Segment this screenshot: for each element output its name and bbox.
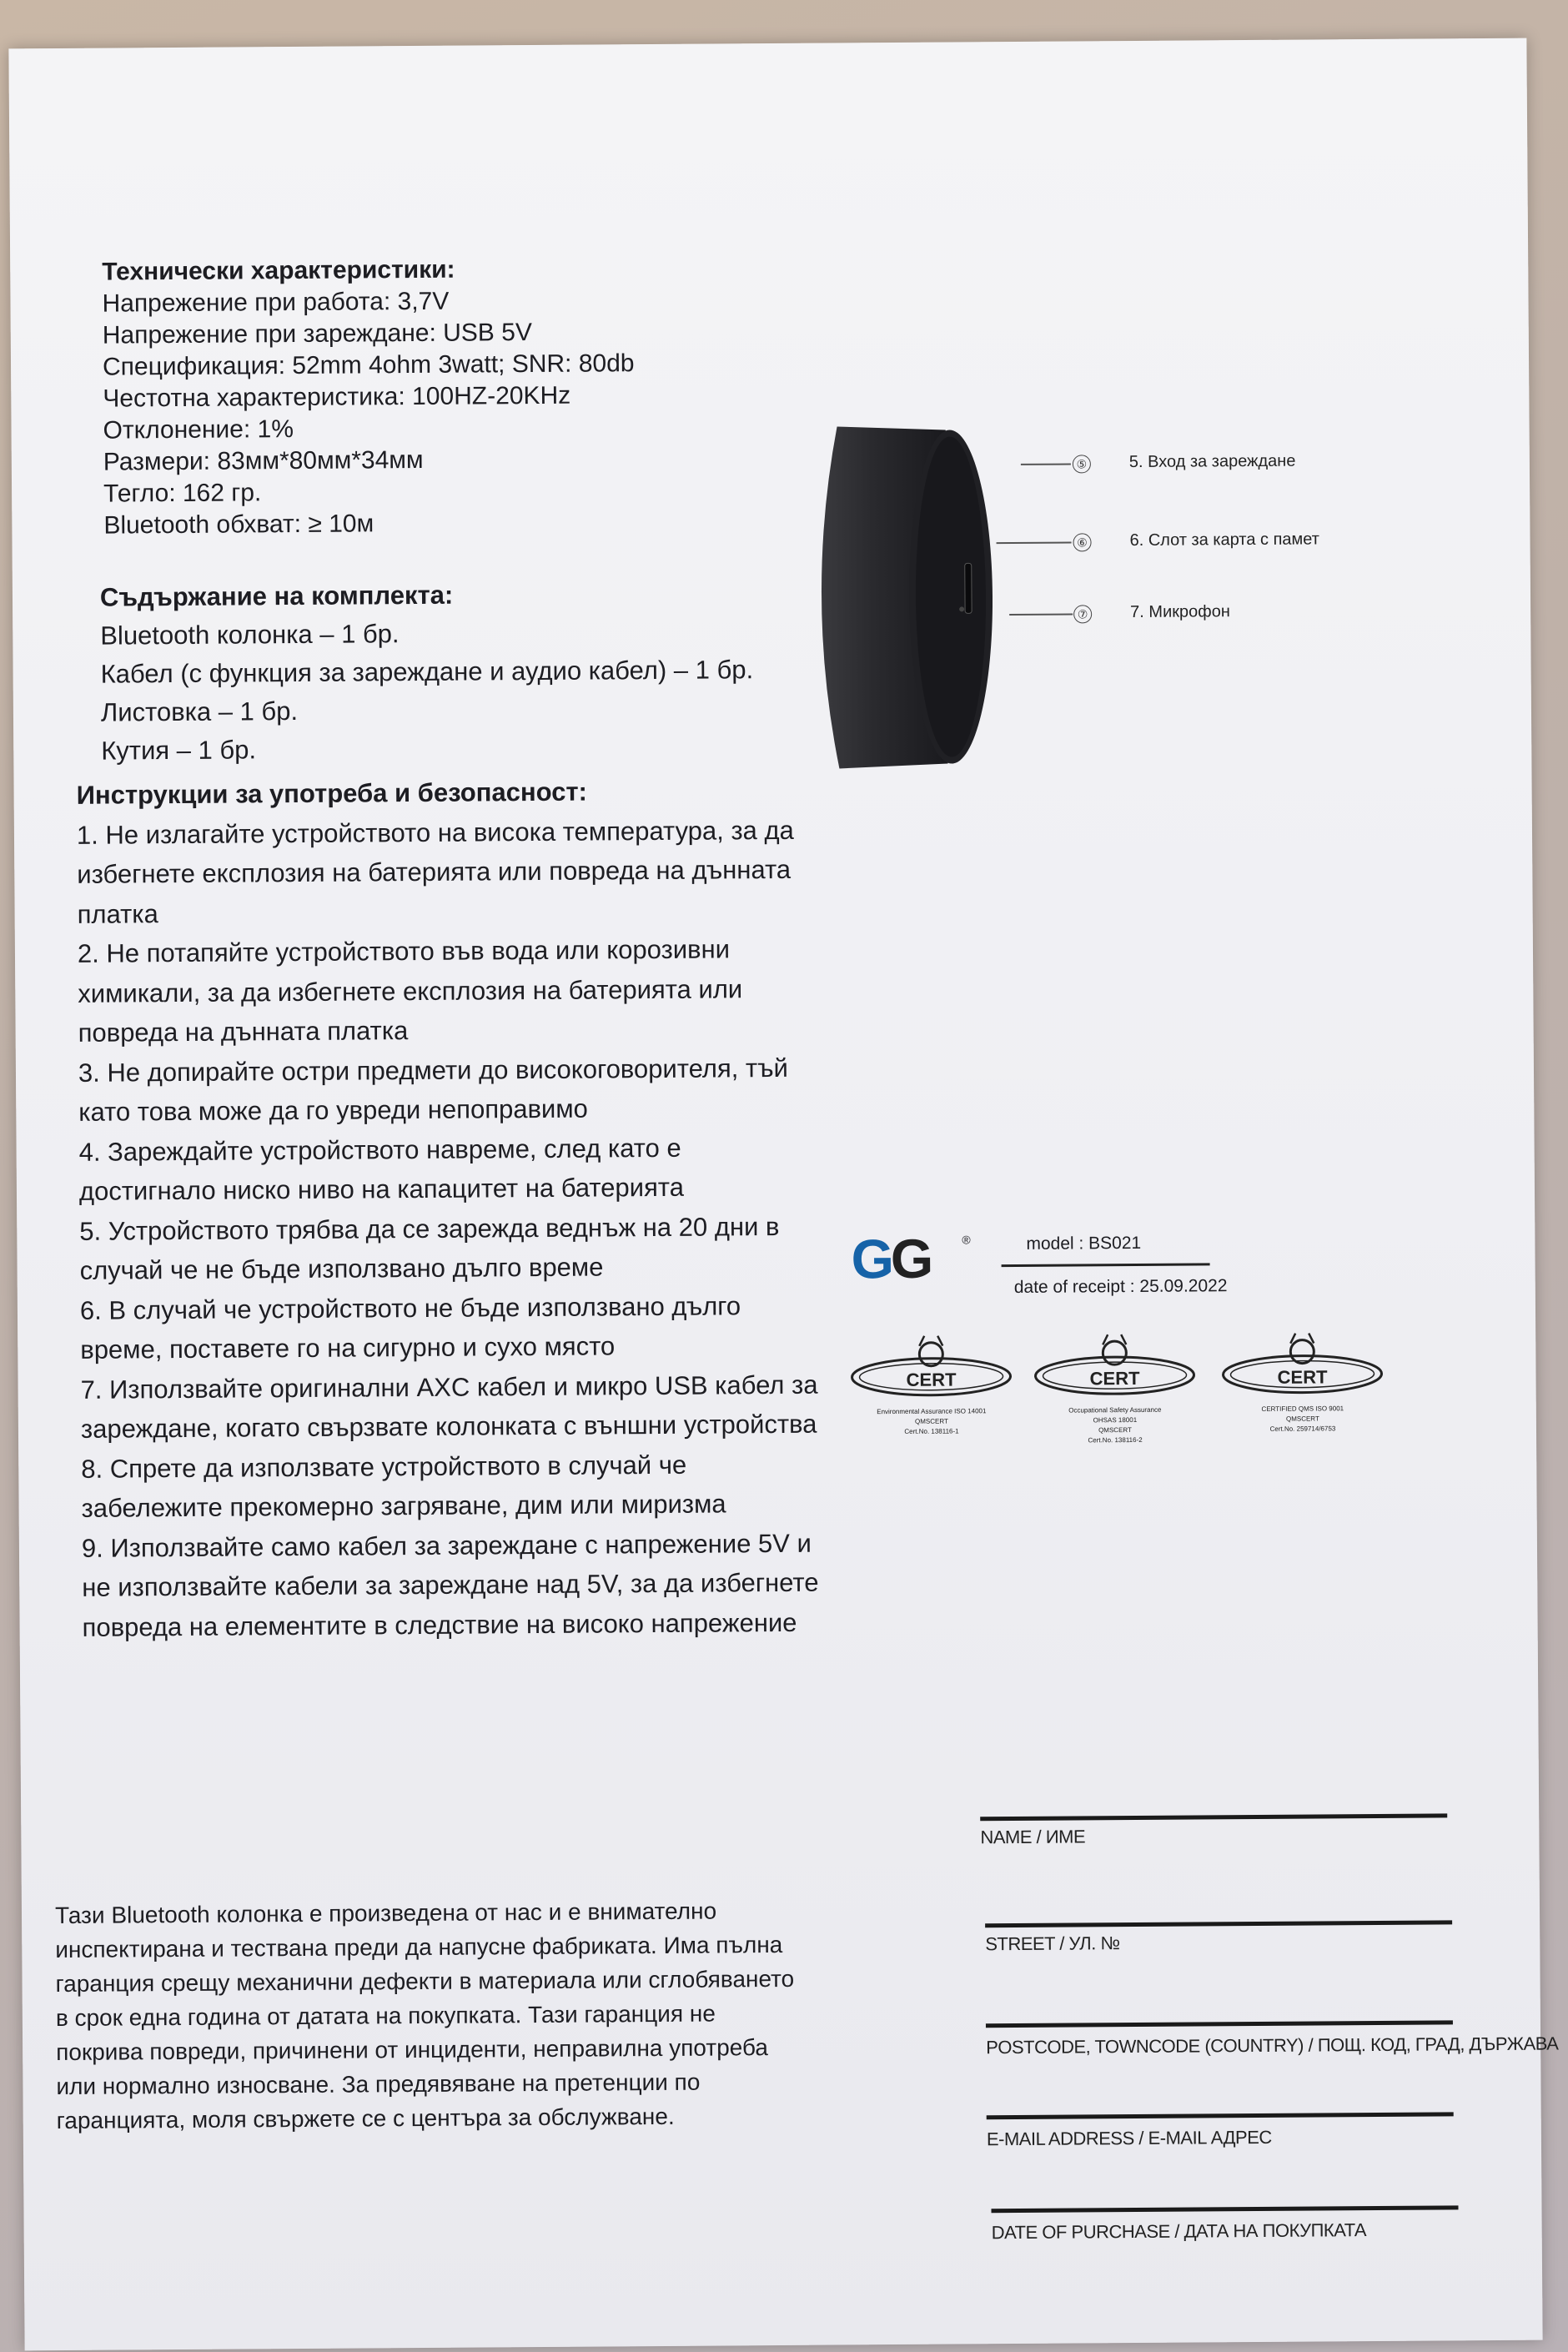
instruction-line: случай че не бъде използвано дълго време xyxy=(79,1252,604,1285)
street-field-line[interactable] xyxy=(985,1920,1452,1927)
purchase-date-field-line[interactable] xyxy=(991,2205,1458,2213)
specs-section xyxy=(102,253,636,541)
instruction-line: 4. Зареждайте устройството навреме, след като е xyxy=(78,1133,681,1167)
callout-number: ⑥ xyxy=(1073,533,1091,551)
name-field-label: NAME / ИМЕ xyxy=(980,1826,1086,1848)
model-label: model : BS021 xyxy=(1026,1233,1142,1254)
instruction-line: 5. Устройството трябва да се зарежда веднъж на 20 дни в xyxy=(79,1211,780,1246)
postcode-field-label: POSTCODE, TOWNCODE (COUNTRY) / ПОЩ. КОД, ГРАД, ДЪРЖАВА xyxy=(986,2033,1559,2058)
callout-number: ⑦ xyxy=(1073,605,1092,623)
email-field-line[interactable] xyxy=(987,2112,1454,2119)
warranty-line: или нормално износване. За предявяване на претенции по xyxy=(56,2068,701,2100)
cert-text: QMSCERT xyxy=(1098,1426,1132,1435)
gg-logo: GG xyxy=(851,1227,931,1290)
instruction-line: 2. Не потапяйте устройството във вода или корозивни xyxy=(77,934,731,968)
spec-line: Bluetooth обхват: ≥ 10м xyxy=(103,510,374,540)
spec-line: Размери: 83мм*80мм*34мм xyxy=(103,445,424,476)
kit-section xyxy=(100,574,754,770)
instruction-line: платка xyxy=(77,898,158,929)
cert-badge-ohsas18001 xyxy=(1031,1329,1199,1455)
cert-text: CERTIFIED QMS ISO 9001 xyxy=(1261,1405,1344,1413)
instruction-line: като това може да го увреди непоправимо xyxy=(78,1093,588,1127)
postcode-field-line[interactable] xyxy=(986,2020,1453,2028)
cert-text: OHSAS 18001 xyxy=(1093,1415,1138,1425)
warranty-line: в срок една година от датата на покупката. Тази гаранция не xyxy=(55,2000,716,2032)
model-underline xyxy=(1002,1263,1210,1267)
callout-label: 7. Микрофон xyxy=(1130,602,1230,622)
svg-text:CERT: CERT xyxy=(906,1369,957,1390)
specs-heading: Технически характеристики: xyxy=(102,255,455,286)
spec-line: Напрежение при зареждане: USB 5V xyxy=(102,319,533,349)
registered-mark: ® xyxy=(962,1233,971,1247)
instruction-line: повреда на елементите в следствие на високо напрежение xyxy=(82,1607,797,1642)
cert-seal-icon xyxy=(1031,1329,1199,1405)
instruction-line: не използвайте кабели за зареждане над 5V, за да избегнете xyxy=(82,1567,819,1602)
warranty-line: покрива повреди, причинени от инциденти, неправилна употреба xyxy=(56,2034,769,2066)
callout-number: ⑤ xyxy=(1073,455,1091,473)
instruction-line: 9. Използвайте само кабел за зареждане с напрежение 5V и xyxy=(81,1528,812,1563)
spec-line: Отклонение: 1% xyxy=(103,415,294,445)
warranty-line: инспектирана и тествана преди да напусне фабриката. Има пълна xyxy=(55,1931,783,1963)
svg-text:CERT: CERT xyxy=(1277,1366,1328,1388)
cert-badge-iso14001 xyxy=(847,1330,1015,1456)
callout-line xyxy=(1009,613,1073,616)
callout-label: 6. Слот за карта с памет xyxy=(1129,530,1319,550)
spec-line: Тегло: 162 гр. xyxy=(103,479,262,508)
instructions-heading: Инструкции за употреба и безопасност: xyxy=(76,776,588,810)
cert-badge-iso9001 xyxy=(1219,1328,1386,1454)
callout-line xyxy=(1021,464,1071,465)
leaflet-sheet xyxy=(8,38,1559,2351)
instruction-line: химикали, за да избегнете експлозия на батерията или xyxy=(78,973,743,1008)
instruction-line: избегнете експлозия на батерията или повреда на дънната xyxy=(77,854,792,889)
cert-seal-icon xyxy=(847,1330,1015,1406)
instruction-line: зареждане, когато свързвате колонката с външни устройства xyxy=(80,1409,817,1444)
instruction-line: достигнало ниско ниво на капацитет на батерията xyxy=(78,1172,685,1206)
spec-line: Спецификация: 52mm 4ohm 3watt; SNR: 80db xyxy=(102,349,635,381)
instruction-line: 6. В случай че устройството не бъде използвано дълго xyxy=(79,1290,741,1325)
cert-seal-icon xyxy=(1219,1328,1386,1404)
instruction-line: забележите прекомерно загряване, дим или миризма xyxy=(81,1489,726,1523)
instruction-line: 8. Спрете да използвате устройството в случай че xyxy=(81,1450,687,1484)
instruction-line: 7. Използвайте оригинални AXC кабел и микро USB кабел за xyxy=(80,1369,818,1405)
cert-text: Cert.No. 259714/6753 xyxy=(1269,1425,1336,1433)
instruction-line: време, поставете го на сигурно и сухо място xyxy=(80,1331,616,1364)
instruction-line: 1. Не излагайте устройството на висока температура, за да xyxy=(76,815,794,850)
cert-text: QMSCERT xyxy=(914,1417,948,1425)
street-field-label: STREET / УЛ. № xyxy=(985,1932,1120,1955)
cert-text: Cert.No. 138116-2 xyxy=(1088,1435,1143,1445)
kit-line: Кутия – 1 бр. xyxy=(101,735,257,766)
instruction-line: повреда на дънната платка xyxy=(78,1016,409,1048)
svg-text:CERT: CERT xyxy=(1089,1367,1140,1390)
callout-line xyxy=(997,542,1072,545)
cert-text: Environmental Assurance ISO 14001 xyxy=(877,1407,987,1416)
warranty-line: гаранция срещу механични дефекти в материала или сглобяването xyxy=(55,1965,795,1998)
instructions-section xyxy=(76,771,819,1647)
callout-label: 5. Вход за зареждане xyxy=(1128,451,1296,472)
cert-text: Occupational Safety Assurance xyxy=(1068,1405,1162,1415)
instruction-line: 3. Не допирайте остри предмети до високоговорителя, тъй xyxy=(78,1053,788,1088)
kit-heading: Съдържание на комплекта: xyxy=(99,580,454,612)
email-field-label: E-MAIL ADDRESS / E-MAIL АДРЕС xyxy=(986,2126,1272,2150)
name-field-line[interactable] xyxy=(980,1813,1447,1821)
warranty-line: Тази Bluetooth колонка е произведена от нас и е внимателно xyxy=(54,1897,717,1929)
receipt-date: date of receipt : 25.09.2022 xyxy=(1013,1276,1228,1298)
spec-line: Честотна характеристика: 100HZ-20KHz xyxy=(103,381,571,413)
warranty-line: гаранцията, моля свържете се с центъра за обслужване. xyxy=(56,2103,675,2134)
kit-line: Листовка – 1 бр. xyxy=(100,696,299,727)
kit-line: Кабел (с функция за зареждане и аудио кабел) – 1 бр. xyxy=(100,655,754,689)
speaker-side-image xyxy=(787,409,1006,786)
warranty-text xyxy=(55,1893,796,2138)
spec-line: Напрежение при работа: 3,7V xyxy=(102,287,450,318)
cert-text: Cert.No. 138116-1 xyxy=(904,1427,959,1435)
kit-line: Bluetooth колонка – 1 бр. xyxy=(100,619,400,651)
cert-text: QMSCERT xyxy=(1285,1415,1319,1423)
purchase-date-field-label: DATE OF PURCHASE / ДАТА НА ПОКУПКАТА xyxy=(991,2219,1367,2244)
